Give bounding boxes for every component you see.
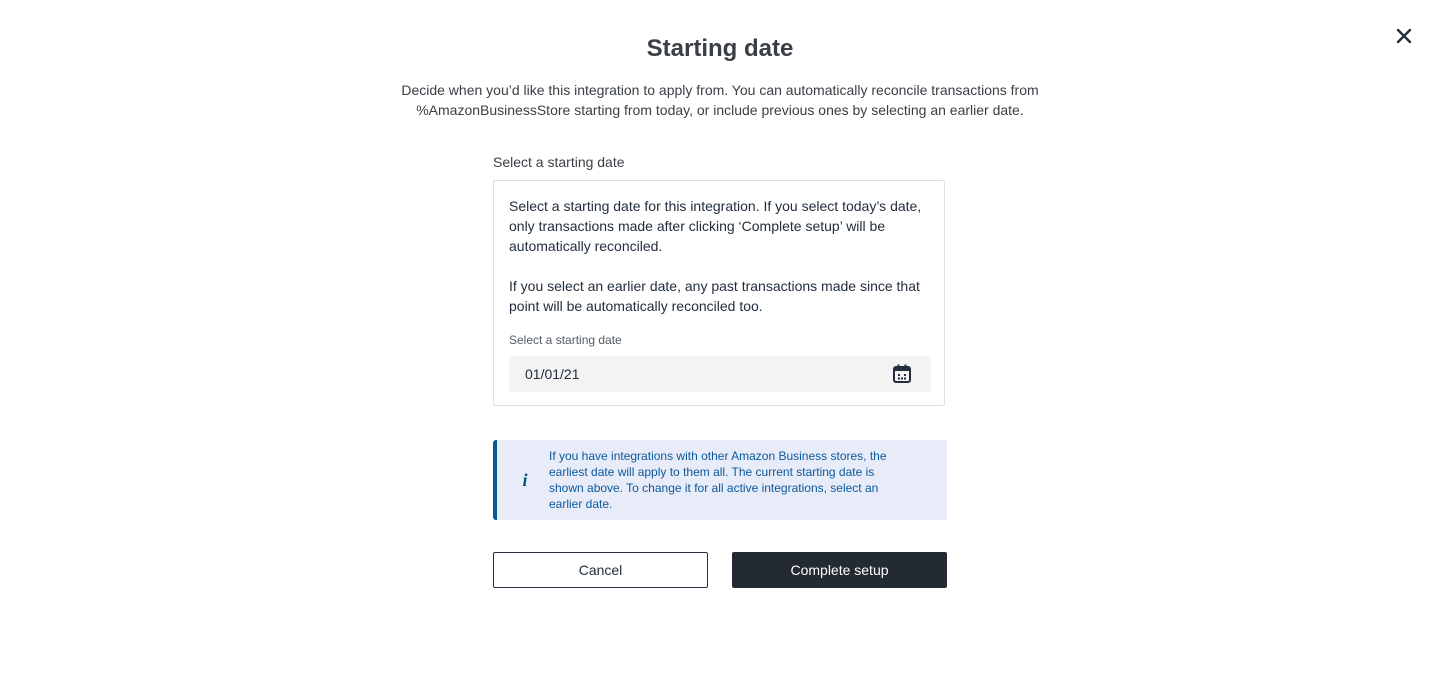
info-alert-text: If you have integrations with other Amazon Business stores, the earliest date will apply to them all. The current starting date is shown above. To change it for all active integrations, select an earlier date.: [549, 449, 887, 511]
calendar-button[interactable]: [890, 362, 914, 386]
section-label: Select a starting date: [493, 154, 625, 170]
starting-date-input[interactable]: [509, 356, 869, 392]
calendar-icon: [890, 362, 914, 386]
date-field-label: Select a starting date: [509, 333, 622, 347]
complete-setup-button[interactable]: Complete setup: [732, 552, 947, 588]
date-explanation-paragraph-2: If you select an earlier date, any past transactions made since that point will be automatically reconciled too.: [509, 278, 920, 314]
date-picker: [509, 356, 931, 392]
date-explanation-paragraph-1: Select a starting date for this integration. If you select today’s date, only transactions made after clicking ‘Complete setup’ will be automatically reconciled.: [509, 198, 922, 254]
page-title: Starting date: [646, 35, 794, 62]
cancel-button[interactable]: Cancel: [493, 552, 708, 588]
info-alert: [493, 440, 947, 520]
date-selection-card: [493, 180, 945, 406]
info-icon: i: [522, 470, 528, 490]
page-description: Decide when you’d like this integration to apply from. You can automatically reconcile transactions from %AmazonBusinessStore starting from today, or include previous ones by selecting an earlier date.: [401, 82, 1039, 118]
